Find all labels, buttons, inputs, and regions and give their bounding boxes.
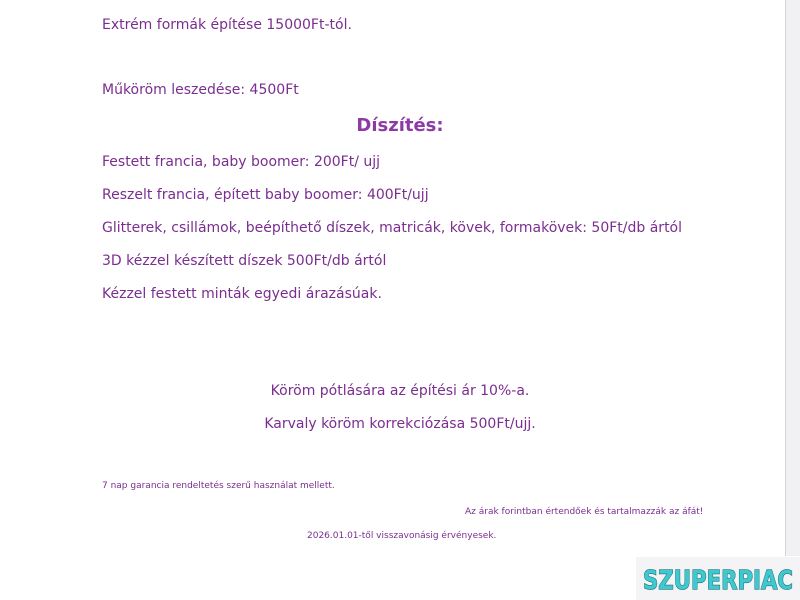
refill-note: Köröm pótlására az építési ár 10%-a. [270, 383, 530, 399]
watermark-text: SZUPERPIAC [643, 565, 793, 596]
vat-note: Az árak forintban értendőek és tartalmazzák az áfát! [465, 507, 704, 517]
decoration-item: Kézzel festett minták egyedi árazásúak. [102, 286, 382, 302]
page-edge [785, 0, 800, 556]
decoration-item: Reszelt francia, épített baby boomer: 400Ft/ujj [102, 187, 429, 203]
decoration-item: Glitterek, csillámok, beépíthető díszek, matricák, kövek, formakövek: 50Ft/db ártól [102, 220, 683, 236]
correction-note: Karvaly köröm korrekciózása 500Ft/ujj. [264, 416, 536, 432]
validity-note: 2026.01.01-től visszavonásig érvényesek. [307, 531, 497, 541]
decoration-heading: Díszítés: [356, 115, 444, 136]
removal-price: Műköröm leszedése: 4500Ft [102, 82, 299, 98]
szuperpiac-logo-mark [638, 561, 798, 597]
decoration-item: Festett francia, baby boomer: 200Ft/ ujj [102, 154, 381, 170]
decoration-item: 3D kézzel készített díszek 500Ft/db ártól [102, 253, 387, 269]
warranty-note: 7 nap garancia rendeltetés szerű használat mellett. [102, 481, 335, 491]
extreme-shapes-price: Extrém formák építése 15000Ft-tól. [102, 17, 352, 33]
szuperpiac-logo [636, 557, 800, 600]
